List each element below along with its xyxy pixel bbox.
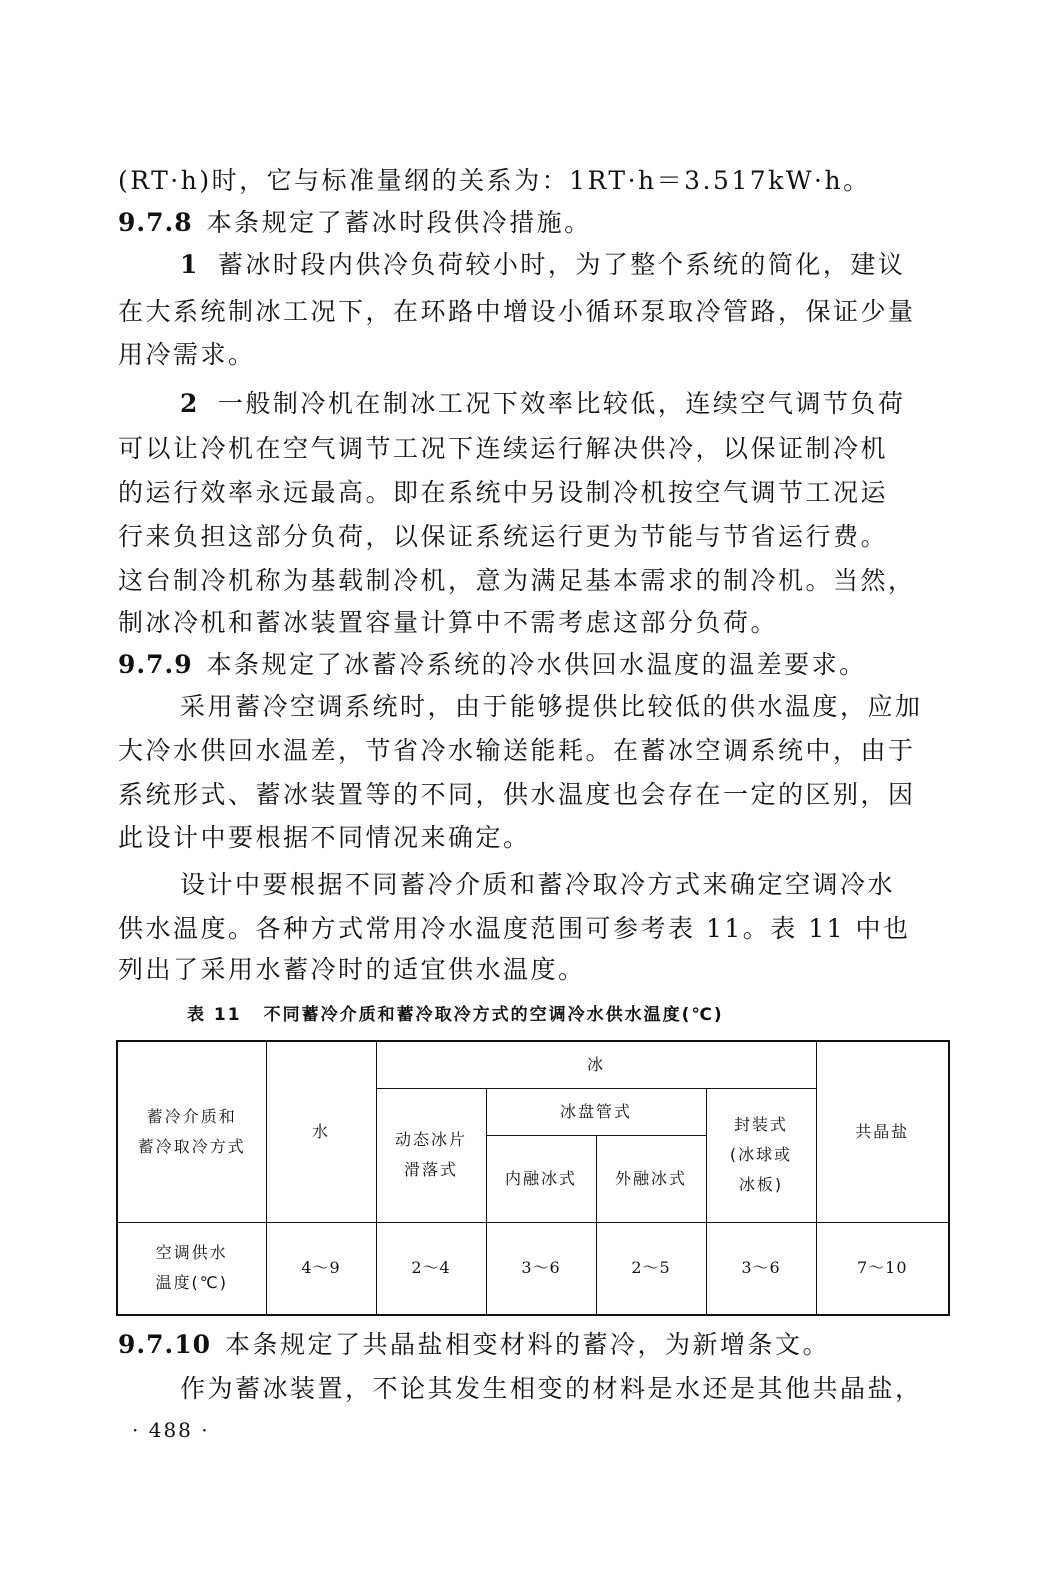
text-line: 系统形式、蓄冰装置等的不同，供水温度也会存在一定的区别，因	[118, 780, 916, 809]
table-caption	[187, 1000, 887, 1025]
text-line: 可以让冷机在空气调节工况下连续运行解决供冷，以保证制冷机	[118, 434, 889, 463]
header-text: (冰球或	[729, 1145, 793, 1164]
header-cell-eutectic: 共晶盐	[816, 1041, 949, 1222]
value-cell-dynamic: 2～4	[376, 1222, 486, 1315]
text-line: 设计中要根据不同蓄冷介质和蓄冷取冷方式来确定空调冷水	[180, 870, 896, 899]
header-text: 封装式	[734, 1115, 789, 1134]
row-label-text: 温度(℃)	[155, 1273, 228, 1293]
section-heading	[118, 650, 948, 680]
text-line: (RT·h)时，它与标准量纲的关系为：1RT·h＝3.517kW·h。	[118, 166, 871, 195]
row-label-text: 空调供水	[155, 1243, 228, 1263]
section-number: 9.7.8	[118, 208, 193, 237]
page-number: · 488 ·	[132, 1418, 210, 1442]
text-line: 在大系统制冰工况下，在环路中增设小循环泵取冷管路，保证少量	[118, 297, 916, 326]
section-heading	[118, 208, 948, 238]
header-cell-ice: 冰	[376, 1041, 816, 1088]
text-line: 制冰冷机和蓄冰装置容量计算中不需考虑这部分负荷。	[118, 608, 779, 637]
header-cell-water: 水	[266, 1041, 376, 1222]
header-cell-medium	[117, 1041, 266, 1222]
section-title: 本条规定了共晶盐相变材料的蓄冷，为新增条文。	[225, 1330, 831, 1359]
header-cell-coil: 冰盘管式	[486, 1088, 706, 1135]
value-cell-eutectic: 7～10	[816, 1222, 949, 1315]
section-number: 9.7.10	[118, 1330, 211, 1359]
text-line	[180, 389, 948, 419]
header-text: 蓄冷取冷方式	[137, 1136, 246, 1156]
table-title: 不同蓄冷介质和蓄冷取冷方式的空调冷水供水温度(℃)	[263, 1005, 724, 1025]
item-text: 蓄冰时段内供冷负荷较小时，为了整个系统的简化，建议	[217, 250, 906, 279]
text-line: 行来负担这部分负荷，以保证系统运行更为节能与节省运行费。	[118, 522, 889, 551]
text-line: 这台制冷机称为基载制冷机，意为满足基本需求的制冷机。当然，	[118, 566, 916, 595]
table-number: 表 11	[187, 1005, 242, 1025]
text-line: 此设计中要根据不同情况来确定。	[118, 823, 531, 852]
text-line: 作为蓄冰装置，不论其发生相变的材料是水还是其他共晶盐，	[180, 1374, 923, 1403]
text-line: 采用蓄冷空调系统时，由于能够提供比较低的供水温度，应加	[180, 692, 923, 721]
header-cell-dynamic	[376, 1088, 486, 1222]
header-cell-external-melt: 外融冰式	[596, 1135, 706, 1222]
text-line: 列出了采用水蓄冷时的适宜供水温度。	[118, 955, 586, 984]
table-row	[117, 1222, 949, 1315]
row-label-cell	[117, 1222, 266, 1315]
value-cell-encapsulated: 3～6	[706, 1222, 816, 1315]
header-text: 冰板)	[738, 1175, 784, 1194]
value-cell-external-melt: 2～5	[596, 1222, 706, 1315]
header-cell-encapsulated	[706, 1088, 816, 1222]
section-number: 9.7.9	[118, 650, 193, 679]
header-text: 滑落式	[403, 1160, 458, 1179]
text-line: 大冷水供回水温差，节省冷水输送能耗。在蓄冰空调系统中，由于	[118, 736, 916, 765]
text-line	[180, 250, 948, 280]
section-heading	[118, 1330, 948, 1360]
section-title: 本条规定了蓄冰时段供冷措施。	[206, 208, 592, 237]
text-line: 用冷需求。	[118, 340, 256, 369]
item-number: 2	[180, 389, 200, 418]
table-header-row	[117, 1041, 949, 1088]
header-text: 蓄冷介质和	[146, 1106, 237, 1126]
header-text: 动态冰片	[394, 1130, 467, 1149]
section-title: 本条规定了冰蓄冷系统的冷水供回水温度的温差要求。	[206, 650, 867, 679]
text-line: 的运行效率永远最高。即在系统中另设制冷机按空气调节工况运	[118, 478, 889, 507]
supply-temperature-table	[116, 1040, 950, 1316]
item-text: 一般制冷机在制冰工况下效率比较低，连续空气调节负荷	[217, 389, 906, 418]
text-line: 供水温度。各种方式常用冷水温度范围可参考表 11。表 11 中也	[118, 914, 911, 943]
item-number: 1	[180, 250, 200, 279]
header-cell-internal-melt: 内融冰式	[486, 1135, 596, 1222]
value-cell-internal-melt: 3～6	[486, 1222, 596, 1315]
value-cell-water: 4～9	[266, 1222, 376, 1315]
